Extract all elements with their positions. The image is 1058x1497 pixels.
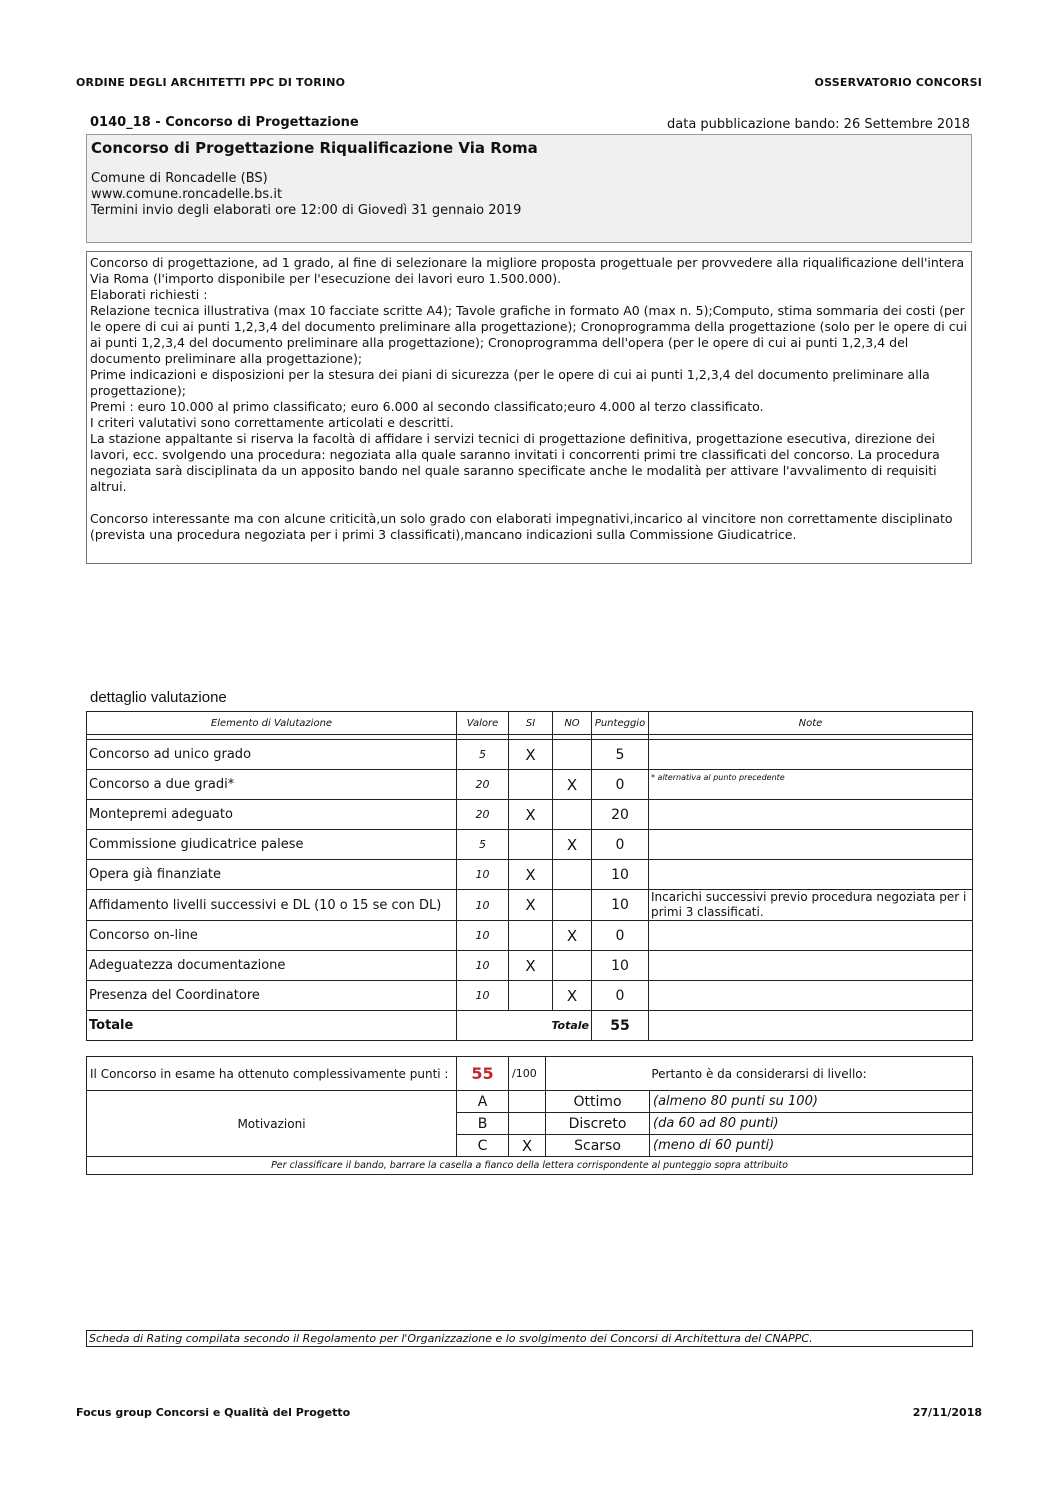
row-score: 0 bbox=[592, 921, 649, 951]
result-table bbox=[86, 1056, 973, 1175]
level-letter: B bbox=[457, 1113, 509, 1135]
row-yes-mark: X bbox=[509, 951, 553, 981]
row-note bbox=[649, 921, 973, 951]
row-value: 5 bbox=[457, 830, 509, 860]
evaluation-row bbox=[87, 770, 973, 800]
row-no-mark: X bbox=[553, 921, 592, 951]
level-letter: C bbox=[457, 1135, 509, 1157]
row-no-mark: X bbox=[553, 770, 592, 800]
header-section: OSSERVATORIO CONCORSI bbox=[814, 76, 982, 89]
row-no-mark bbox=[553, 890, 592, 921]
row-no-mark bbox=[553, 860, 592, 890]
row-element: Commissione giudicatrice palese bbox=[87, 830, 457, 860]
level-statement: Pertanto è da considerarsi di livello: bbox=[546, 1057, 973, 1091]
evaluation-row bbox=[87, 860, 973, 890]
row-yes-mark bbox=[509, 830, 553, 860]
row-score: 10 bbox=[592, 951, 649, 981]
evaluation-row bbox=[87, 740, 973, 770]
row-note bbox=[649, 951, 973, 981]
footer-group: Focus group Concorsi e Qualità del Progetto bbox=[76, 1406, 351, 1419]
evaluation-row bbox=[87, 981, 973, 1011]
row-no-mark: X bbox=[553, 981, 592, 1011]
competition-entity: Comune di Roncadelle (BS) bbox=[91, 171, 268, 186]
rating-note: Scheda di Rating compilata secondo il Regolamento per l'Organizzazione e lo svolgimento dei Concorsi di Architettura del CNAPPC. bbox=[86, 1330, 973, 1347]
level-range: (almeno 80 punti su 100) bbox=[650, 1091, 973, 1113]
row-value: 20 bbox=[457, 770, 509, 800]
total-row bbox=[87, 1011, 973, 1041]
row-value: 10 bbox=[457, 951, 509, 981]
row-note bbox=[649, 830, 973, 860]
description-paragraph: I criteri valutativi sono correttamente articolati e descritti. bbox=[90, 415, 454, 430]
row-yes-mark bbox=[509, 770, 553, 800]
competition-title: Concorso di Progettazione Riqualificazione Via Roma bbox=[91, 139, 538, 157]
evaluation-section-title: dettaglio valutazione bbox=[90, 689, 227, 706]
description-paragraph: Concorso di progettazione, ad 1 grado, al fine di selezionare la migliore proposta progettuale per provvedere alla riqualificazione dell'intera Via Roma (l'importo disponibile per l'esecuzione dei lavori euro 1.500.000). bbox=[90, 255, 965, 286]
row-score: 5 bbox=[592, 740, 649, 770]
row-note bbox=[649, 981, 973, 1011]
row-yes-mark: X bbox=[509, 860, 553, 890]
row-score: 0 bbox=[592, 770, 649, 800]
row-element: Concorso ad unico grado bbox=[87, 740, 457, 770]
header-element: Elemento di Valutazione bbox=[87, 712, 457, 735]
row-value: 5 bbox=[457, 740, 509, 770]
row-note bbox=[649, 740, 973, 770]
result-out-of: /100 bbox=[509, 1057, 546, 1091]
row-no-mark bbox=[553, 800, 592, 830]
competition-website: www.comune.roncadelle.bs.it bbox=[91, 187, 283, 202]
classification-instruction: Per classificare il bando, barrare la casella a fianco della lettera corrispondente al punteggio sopra attribuito bbox=[87, 1157, 973, 1175]
description-paragraph: Prime indicazioni e disposizioni per la stesura dei piani di sicurezza (per le opere di cui ai punti 1,2,3,4 del documento preliminare alla progettazione); bbox=[90, 367, 930, 398]
row-element: Opera già finanziate bbox=[87, 860, 457, 890]
level-name: Discreto bbox=[546, 1113, 650, 1135]
header-org: ORDINE DEGLI ARCHITETTI PPC DI TORINO bbox=[76, 76, 346, 89]
row-no-mark bbox=[553, 740, 592, 770]
row-value: 10 bbox=[457, 981, 509, 1011]
evaluation-row bbox=[87, 830, 973, 860]
row-element: Concorso a due gradi* bbox=[87, 770, 457, 800]
row-yes-mark bbox=[509, 921, 553, 951]
header-notes: Note bbox=[649, 712, 973, 735]
evaluation-row bbox=[87, 921, 973, 951]
row-score: 0 bbox=[592, 981, 649, 1011]
level-mark bbox=[509, 1091, 546, 1113]
row-note bbox=[649, 860, 973, 890]
row-yes-mark: X bbox=[509, 740, 553, 770]
row-no-mark bbox=[553, 951, 592, 981]
row-no-mark: X bbox=[553, 830, 592, 860]
row-value: 10 bbox=[457, 890, 509, 921]
level-mark bbox=[509, 1113, 546, 1135]
row-score: 20 bbox=[592, 800, 649, 830]
evaluation-row bbox=[87, 800, 973, 830]
total-score: 55 bbox=[592, 1011, 649, 1041]
footer-date: 27/11/2018 bbox=[912, 1406, 982, 1419]
competition-info-box bbox=[86, 134, 972, 243]
publication-date: data pubblicazione bando: 26 Settembre 2018 bbox=[667, 117, 970, 132]
row-score: 10 bbox=[592, 890, 649, 921]
row-note bbox=[649, 800, 973, 830]
level-range: (meno di 60 punti) bbox=[650, 1135, 973, 1157]
level-name: Ottimo bbox=[546, 1091, 650, 1113]
row-score: 0 bbox=[592, 830, 649, 860]
row-yes-mark: X bbox=[509, 800, 553, 830]
competition-code-title: 0140_18 - Concorso di Progettazione bbox=[90, 115, 359, 130]
header-yes: SI bbox=[509, 712, 553, 735]
description-paragraph: Elaborati richiesti : bbox=[90, 287, 208, 302]
row-value: 10 bbox=[457, 921, 509, 951]
level-mark: X bbox=[509, 1135, 546, 1157]
row-value: 10 bbox=[457, 860, 509, 890]
level-name: Scarso bbox=[546, 1135, 650, 1157]
description-box bbox=[86, 251, 972, 564]
result-points: 55 bbox=[457, 1057, 509, 1091]
total-label: Totale bbox=[87, 1011, 457, 1041]
evaluation-row bbox=[87, 951, 973, 981]
row-score: 10 bbox=[592, 860, 649, 890]
description-paragraph: La stazione appaltante si riserva la facoltà di affidare i servizi tecnici di progettazione definitiva, progettazione esecutiva, direzione dei lavori, ecc. svolgendo una procedura: negoziata alla quale saranno invitati i concorrenti primi tre classificati del concorso. La procedura negoziata sarà disciplinata da un apposito bando nel quale saranno specificate anche le modalità per attivare l'avvalimento di requisiti altrui. bbox=[90, 431, 940, 494]
header-no: NO bbox=[553, 712, 592, 735]
row-yes-mark: X bbox=[509, 890, 553, 921]
row-element: Montepremi adeguato bbox=[87, 800, 457, 830]
row-yes-mark bbox=[509, 981, 553, 1011]
row-element: Concorso on-line bbox=[87, 921, 457, 951]
competition-deadline: Termini invio degli elaborati ore 12:00 di Giovedì 31 gennaio 2019 bbox=[91, 203, 522, 218]
row-element: Adeguatezza documentazione bbox=[87, 951, 457, 981]
motivations-label: Motivazioni bbox=[87, 1091, 457, 1157]
result-statement: Il Concorso in esame ha ottenuto complessivamente punti : bbox=[87, 1057, 457, 1091]
row-note: Incarichi successivi previo procedura negoziata per i primi 3 classificati. bbox=[649, 890, 973, 921]
description-paragraph: Premi : euro 10.000 al primo classificato; euro 6.000 al secondo classificato;euro 4.000 al terzo classificato. bbox=[90, 399, 764, 414]
row-element: Presenza del Coordinatore bbox=[87, 981, 457, 1011]
evaluation-row bbox=[87, 890, 973, 921]
level-range: (da 60 ad 80 punti) bbox=[650, 1113, 973, 1135]
row-element: Affidamento livelli successivi e DL (10 o 15 se con DL) bbox=[87, 890, 457, 921]
description-paragraph: Relazione tecnica illustrativa (max 10 facciate scritte A4); Tavole grafiche in formato A0 (max n. 5);Computo, stima sommaria dei costi (per le opere di cui ai punti 1,2,3,4 del documento preliminare alla progettazione); Cronoprogramma della progettazione (solo per le opere di cui ai punti 1,2,3,4 del documento preliminare alla progettazione); Cronoprogramma dell'opera (per le opere di cui ai punti 1,2,3,4 del documento preliminare alla progettazione); bbox=[90, 303, 968, 366]
level-letter: A bbox=[457, 1091, 509, 1113]
header-value: Valore bbox=[457, 712, 509, 735]
description-paragraph: Concorso interessante ma con alcune criticità,un solo grado con elaborati impegnativi,incarico al vincitore non correttamente disciplinato (prevista una procedura negoziata per i primi 3 classificati),mancano indicazioni sulla Commissione Giudicatrice. bbox=[90, 511, 953, 542]
header-score: Punteggio bbox=[592, 712, 649, 735]
total-inner-label: Totale bbox=[457, 1011, 592, 1041]
row-note: * alternativa al punto precedente bbox=[649, 770, 973, 800]
row-value: 20 bbox=[457, 800, 509, 830]
evaluation-table bbox=[86, 711, 973, 1041]
